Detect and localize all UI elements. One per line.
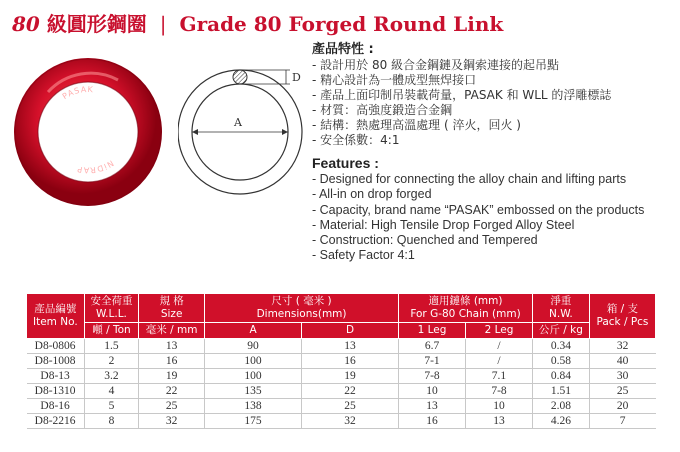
table-cell: 32 — [589, 339, 655, 354]
table-cell: 100 — [205, 354, 302, 369]
features-en-heading: Features : — [312, 155, 379, 171]
col-wll-unit: 噸 / Ton — [84, 323, 139, 339]
table-cell: 32 — [302, 414, 399, 429]
col-item-cn: 產品編號 — [34, 303, 77, 315]
col-item-en: Item No. — [33, 316, 78, 328]
table-cell: D8-0806 — [27, 339, 85, 354]
table-cell: 13 — [139, 339, 205, 354]
title-separator: | — [159, 12, 167, 36]
round-link-diagram — [178, 50, 306, 210]
col-nw-unit: 公斤 / kg — [532, 323, 589, 339]
features-chinese — [312, 42, 674, 148]
table-cell: / — [466, 339, 533, 354]
page-title — [12, 8, 503, 37]
table-cell: D8-16 — [27, 399, 85, 414]
col-dim-a: A — [205, 323, 302, 339]
table-cell: 0.34 — [532, 339, 589, 354]
col-dimensions — [205, 294, 399, 323]
table-cell: 2 — [84, 354, 139, 369]
dimension-d-label: D — [292, 71, 301, 84]
table-cell: 4.26 — [532, 414, 589, 429]
title-grade-number: 80 — [12, 12, 40, 36]
feature-en-item: - Material: High Tensile Drop Forged Alloy Steel — [312, 218, 674, 233]
col-item-no — [27, 294, 85, 339]
table-cell: 25 — [139, 399, 205, 414]
feature-cn-item: - 材質：高強度鍛造合金鋼 — [312, 103, 674, 118]
col-chain — [399, 294, 533, 323]
col-nw-en: N.W. — [549, 308, 573, 320]
table-cell: 32 — [139, 414, 205, 429]
round-link-photo — [8, 52, 168, 212]
table-cell: 1.5 — [84, 339, 139, 354]
table-cell: 7-8 — [399, 369, 466, 384]
specification-table — [26, 293, 656, 429]
features-english — [312, 156, 674, 263]
col-dim-en: Dimensions(mm) — [256, 308, 347, 320]
table-cell: 13 — [466, 414, 533, 429]
table-cell: 19 — [302, 369, 399, 384]
feature-en-item: - All-in on drop forged — [312, 187, 674, 202]
col-size-en: Size — [160, 308, 183, 320]
table-cell: / — [466, 354, 533, 369]
feature-en-item: - Designed for connecting the alloy chain and lifting parts — [312, 172, 674, 187]
table-cell: 22 — [139, 384, 205, 399]
col-nw-cn: 淨重 — [550, 295, 572, 307]
table-row — [27, 384, 656, 399]
ring-brand-embossed-top: PASAK — [60, 84, 95, 102]
table-cell: 19 — [139, 369, 205, 384]
table-cell: 22 — [302, 384, 399, 399]
col-1leg: 1 Leg — [399, 323, 466, 339]
feature-en-item: - Safety Factor 4:1 — [312, 248, 674, 263]
table-cell: 25 — [589, 384, 655, 399]
table-cell: D8-1008 — [27, 354, 85, 369]
table-row — [27, 399, 656, 414]
feature-cn-item: - 產品上面印制吊裝載荷量，PASAK 和 WLL 的浮雕標誌 — [312, 88, 674, 103]
table-cell: 20 — [589, 399, 655, 414]
table-cell: 175 — [205, 414, 302, 429]
col-2leg: 2 Leg — [466, 323, 533, 339]
table-cell: D8-2216 — [27, 414, 85, 429]
table-row — [27, 369, 656, 384]
col-wll — [84, 294, 139, 323]
table-cell: 90 — [205, 339, 302, 354]
table-cell: 40 — [589, 354, 655, 369]
table-cell: 3.2 — [84, 369, 139, 384]
table-cell: 13 — [399, 399, 466, 414]
feature-cn-item: - 設計用於 80 級合金鋼鏈及鋼索連接的起吊點 — [312, 58, 674, 73]
table-cell: D8-1310 — [27, 384, 85, 399]
col-chain-cn: 適用鏈條 (mm) — [428, 295, 503, 307]
table-cell: 25 — [302, 399, 399, 414]
feature-en-item: - Construction: Quenched and Tempered — [312, 233, 674, 248]
table-cell: D8-13 — [27, 369, 85, 384]
table-cell: 7-8 — [466, 384, 533, 399]
col-chain-en: For G-80 Chain (mm) — [410, 308, 521, 320]
table-cell: 8 — [84, 414, 139, 429]
features-cn-heading: 產品特性 : — [312, 42, 374, 57]
table-cell: 7.1 — [466, 369, 533, 384]
table-cell: 10 — [399, 384, 466, 399]
feature-cn-item: - 精心設計為一體成型無焊接口 — [312, 73, 674, 88]
table-cell: 2.08 — [532, 399, 589, 414]
col-wll-cn: 安全荷重 — [90, 295, 133, 307]
feature-en-item: - Capacity, brand name “PASAK” embossed on the products — [312, 203, 674, 218]
title-chinese: 級圓形鋼圈 — [46, 12, 147, 36]
feature-cn-item: - 安全係數：4:1 — [312, 133, 674, 148]
table-cell: 135 — [205, 384, 302, 399]
col-pack — [589, 294, 655, 339]
table-cell: 30 — [589, 369, 655, 384]
table-cell: 0.84 — [532, 369, 589, 384]
table-cell: 13 — [302, 339, 399, 354]
col-wll-en: W.L.L. — [96, 308, 127, 320]
col-pack-en: Pack / Pcs — [596, 316, 649, 328]
col-net-weight — [532, 294, 589, 323]
feature-cn-item: - 結構：熱處理高溫處理 ( 淬火，回火 ) — [312, 118, 674, 133]
table-cell: 16 — [399, 414, 466, 429]
col-size — [139, 294, 205, 323]
table-cell: 7 — [589, 414, 655, 429]
table-cell: 6.7 — [399, 339, 466, 354]
table-cell: 1.51 — [532, 384, 589, 399]
col-size-unit: 毫米 / mm — [139, 323, 205, 339]
col-dim-cn: 尺寸 ( 毫米 ) — [271, 295, 332, 307]
col-dim-d: D — [302, 323, 399, 339]
table-cell: 100 — [205, 369, 302, 384]
table-cell: 10 — [466, 399, 533, 414]
table-cell: 138 — [205, 399, 302, 414]
table-cell: 4 — [84, 384, 139, 399]
table-cell: 16 — [139, 354, 205, 369]
table-cell: 7-1 — [399, 354, 466, 369]
features-section — [312, 42, 674, 263]
table-cell: 0.58 — [532, 354, 589, 369]
table-row — [27, 414, 656, 429]
col-size-cn: 規 格 — [159, 295, 184, 307]
table-row — [27, 339, 656, 354]
ring-brand-embossed-bottom: NiDRAP — [75, 158, 116, 175]
dimension-a-label: A — [234, 116, 242, 129]
title-english: Grade 80 Forged Round Link — [179, 12, 504, 36]
table-cell: 5 — [84, 399, 139, 414]
table-row — [27, 354, 656, 369]
table-cell: 16 — [302, 354, 399, 369]
col-pack-cn: 箱 / 支 — [606, 303, 639, 315]
